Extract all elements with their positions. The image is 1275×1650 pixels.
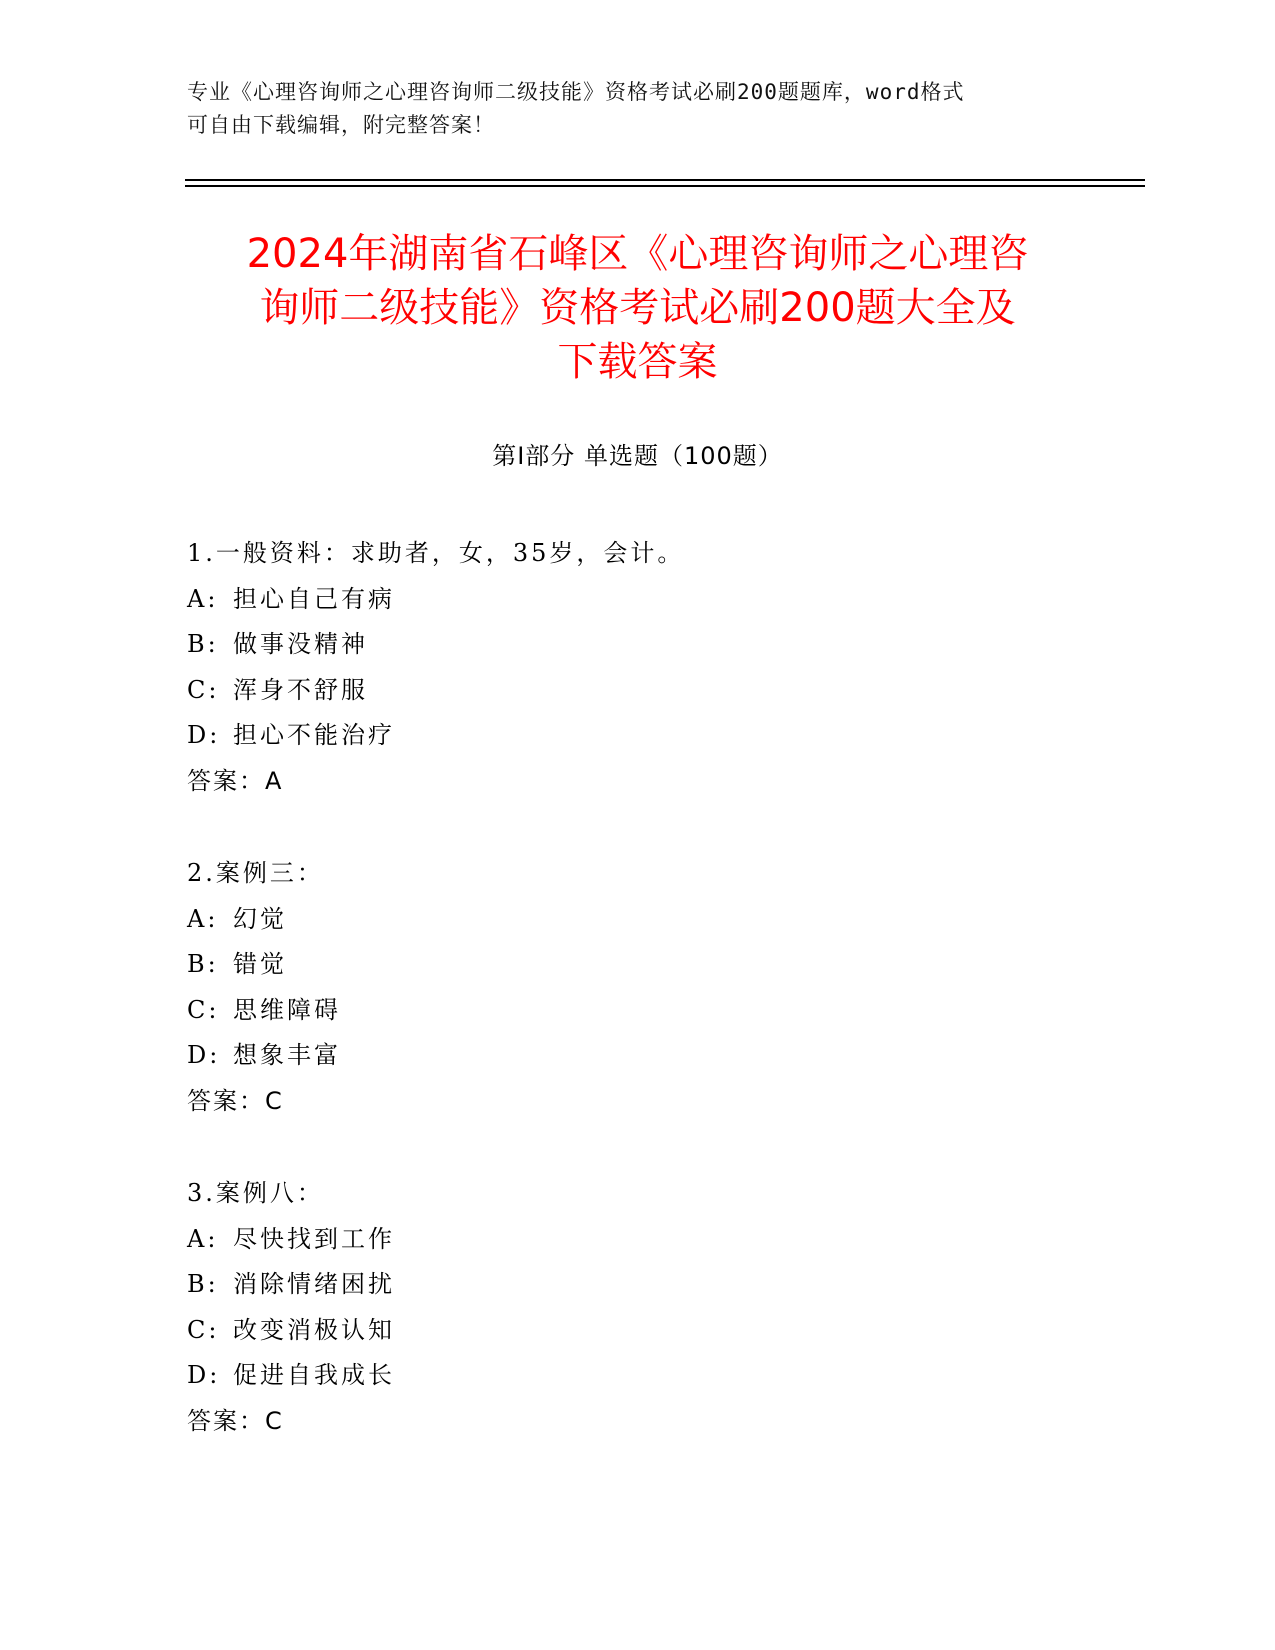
option-b (187, 1262, 1087, 1308)
option-d (187, 1033, 1087, 1079)
option-prefix: B: (187, 1270, 219, 1298)
option-prefix: D: (187, 1361, 221, 1389)
title-line-3: 下载答案 (557, 339, 718, 385)
question-stem: 1.一般资料：求助者，女，35岁，会计。 (187, 539, 685, 567)
question-item (187, 851, 1087, 1124)
option-text: 做事没精神 (233, 630, 368, 658)
option-prefix: C: (187, 675, 220, 704)
option-prefix: C: (187, 995, 220, 1024)
option-prefix: B: (187, 630, 219, 658)
question-item (187, 531, 1087, 804)
option-prefix: B: (187, 950, 219, 978)
option-text: 幻觉 (233, 904, 287, 933)
option-text: 消除情绪困扰 (233, 1270, 395, 1298)
option-c (187, 988, 1087, 1034)
answer-line: 答案：A (187, 766, 284, 795)
answer-line: 答案：C (187, 1086, 284, 1115)
answer-line: 答案：C (187, 1406, 284, 1435)
option-prefix: A: (187, 1224, 219, 1253)
question-stem: 2.案例三： (187, 859, 324, 887)
header-note-line-1: 专业《心理咨询师之心理咨询师二级技能》资格考试必刷200题题库，word格式 (187, 80, 965, 104)
option-text: 浑身不舒服 (233, 675, 368, 704)
option-text: 担心自己有病 (233, 584, 395, 613)
option-prefix: C: (187, 1315, 220, 1344)
document-header-note (187, 76, 1087, 142)
option-text: 促进自我成长 (233, 1361, 395, 1389)
header-divider-top (185, 179, 1145, 181)
option-prefix: A: (187, 584, 219, 613)
option-b (187, 942, 1087, 988)
section-heading: 第Ⅰ部分 单选题（100题） (492, 442, 783, 470)
option-prefix: D: (187, 721, 221, 749)
document-title (150, 227, 1125, 389)
option-text: 错觉 (233, 950, 287, 978)
option-text: 想象丰富 (233, 1041, 341, 1069)
option-text: 改变消极认知 (233, 1315, 395, 1344)
option-text: 担心不能治疗 (233, 721, 395, 749)
header-note-line-2: 可自由下载编辑，附完整答案！ (187, 113, 495, 137)
option-prefix: A: (187, 904, 219, 933)
option-d (187, 713, 1087, 759)
option-c (187, 1308, 1087, 1354)
option-text: 思维障碍 (233, 995, 341, 1024)
option-c (187, 668, 1087, 714)
header-divider-bottom (185, 185, 1145, 187)
option-text: 尽快找到工作 (233, 1224, 395, 1253)
option-a (187, 1217, 1087, 1263)
option-prefix: D: (187, 1041, 221, 1069)
option-a (187, 897, 1087, 943)
option-b (187, 622, 1087, 668)
question-stem: 3.案例八： (187, 1179, 324, 1207)
option-a (187, 577, 1087, 623)
title-line-1: 2024年湖南省石峰区《心理咨询师之心理咨 (246, 231, 1029, 277)
option-d (187, 1353, 1087, 1399)
title-line-2: 询师二级技能》资格考试必刷200题大全及 (259, 285, 1016, 331)
question-item (187, 1171, 1087, 1444)
